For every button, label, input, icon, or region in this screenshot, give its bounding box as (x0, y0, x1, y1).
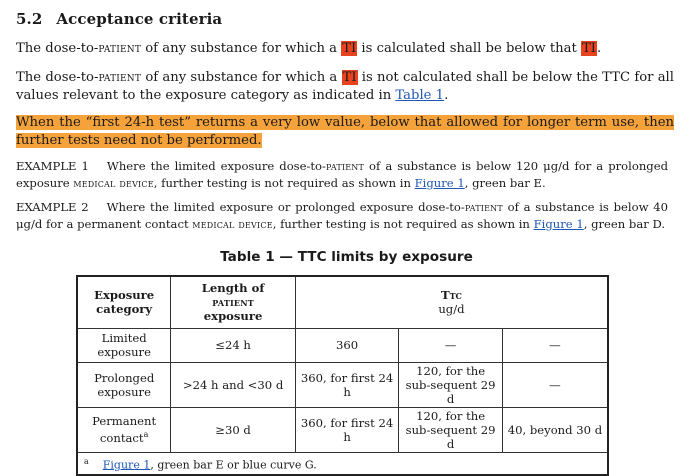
table-row (77, 362, 608, 407)
para1-patient: patient (98, 41, 142, 56)
section-number: 5.2 (16, 10, 43, 28)
example-1-text-4: , green bar E. (464, 175, 546, 190)
example-1-text-1: Where the limited exposure dose-to- (106, 159, 326, 173)
para1-ti-highlight-2: TI (581, 41, 596, 56)
section-title: Acceptance criteria (56, 10, 223, 28)
header-length-line-3: exposure (203, 309, 263, 324)
footnote-mark: a (84, 456, 89, 466)
table-title: Table 1 — TTC limits by exposure (220, 249, 473, 265)
example-2-device: medical device (192, 216, 273, 231)
example-2-figure-link[interactable]: Figure 1 (533, 216, 584, 231)
example-1-text-3: , further testing is not required as shown in (153, 175, 415, 190)
example-2-label: EXAMPLE 2 (16, 200, 89, 214)
para2-text-2: of any substance for which a (141, 70, 342, 85)
footnote-marker: a (143, 430, 149, 440)
cell-ttc-3: 40, beyond 30 d (502, 407, 608, 452)
table-row (77, 328, 608, 362)
table-header-row (77, 276, 608, 328)
table-footnote-row (77, 452, 608, 475)
cell-ttc-2: — (399, 328, 503, 362)
header-length-line-1: Length of (201, 281, 265, 296)
header-ttc-symbol: Ttc (440, 288, 462, 303)
para1-text-2: of any substance for which a (141, 41, 342, 56)
para1-text-1: The dose-to- (16, 41, 99, 56)
paragraph-2 (16, 69, 674, 105)
example-1 (16, 158, 668, 191)
cell-ttc-3: — (502, 328, 608, 362)
example-2-text-4: , green bar D. (583, 216, 666, 231)
table-row (77, 407, 608, 452)
table-footnote (77, 452, 608, 475)
cell-category: Limited exposure (77, 328, 171, 362)
cell-ttc-1: 360, for first 24 h (295, 407, 398, 452)
example-1-device: medical device (73, 175, 154, 190)
header-length-patient: patient (212, 295, 254, 310)
cell-ttc-3: — (502, 362, 608, 407)
para1-text-4: . (596, 41, 602, 56)
para2-text-4: . (444, 88, 449, 103)
para2-ti-highlight: TI (342, 70, 357, 85)
cell-category (77, 407, 171, 452)
highlighted-note-text: When the “first 24-h test” returns a very low value, below that allowed for longer term use, then further tests need not be performed. (16, 115, 674, 148)
example-1-figure-link[interactable]: Figure 1 (414, 175, 465, 190)
example-2-text-2: of a substance is below 40 μg/d for a permanent contact (16, 200, 669, 231)
cell-category: Prolonged exposure (77, 362, 171, 407)
header-ttc-unit: ug/d (438, 302, 465, 317)
footnote-figure-link[interactable]: Figure 1 (102, 458, 151, 472)
example-2-text-1: Where the limited exposure or prolonged exposure dose-to- (106, 200, 465, 214)
cell-ttc-1: 360, for first 24 h (295, 362, 398, 407)
cell-category-text: Permanent contact (92, 414, 157, 445)
para2-text-3: is not calculated shall be below the TTC for all values relevant to the exposure category as indicated in (16, 70, 674, 103)
example-1-label: EXAMPLE 1 (16, 159, 89, 173)
header-length-of-exposure (171, 276, 296, 328)
example-1-patient: patient (325, 159, 365, 173)
footnote-text: , green bar E or blue curve G. (150, 458, 317, 472)
cell-length: ≤24 h (171, 328, 296, 362)
section-heading (16, 10, 222, 28)
table-1-link[interactable]: Table 1 (395, 88, 445, 103)
example-2 (16, 199, 668, 232)
cell-ttc-2: 120, for the sub-sequent 29 d (399, 362, 503, 407)
header-exposure-category: Exposure category (77, 276, 171, 328)
cell-ttc-2: 120, for the sub-sequent 29 d (399, 407, 503, 452)
para1-ti-highlight-1: TI (342, 41, 357, 56)
para1-text-3: is calculated shall be below that (357, 41, 581, 56)
example-1-text-2: of a substance is below 120 μg/d for a prolonged exposure (16, 159, 669, 190)
cell-length: >24 h and <30 d (171, 362, 296, 407)
header-ttc (295, 276, 608, 328)
cell-length: ≥30 d (171, 407, 296, 452)
cell-ttc-1: 360 (295, 328, 398, 362)
highlighted-note (16, 114, 674, 150)
paragraph-1 (16, 40, 674, 58)
example-2-patient: patient (464, 200, 503, 214)
example-2-text-3: , further testing is not required as shown in (272, 216, 534, 231)
para2-patient: patient (98, 70, 142, 85)
para2-text-1: The dose-to- (16, 70, 99, 85)
ttc-table (76, 275, 609, 476)
